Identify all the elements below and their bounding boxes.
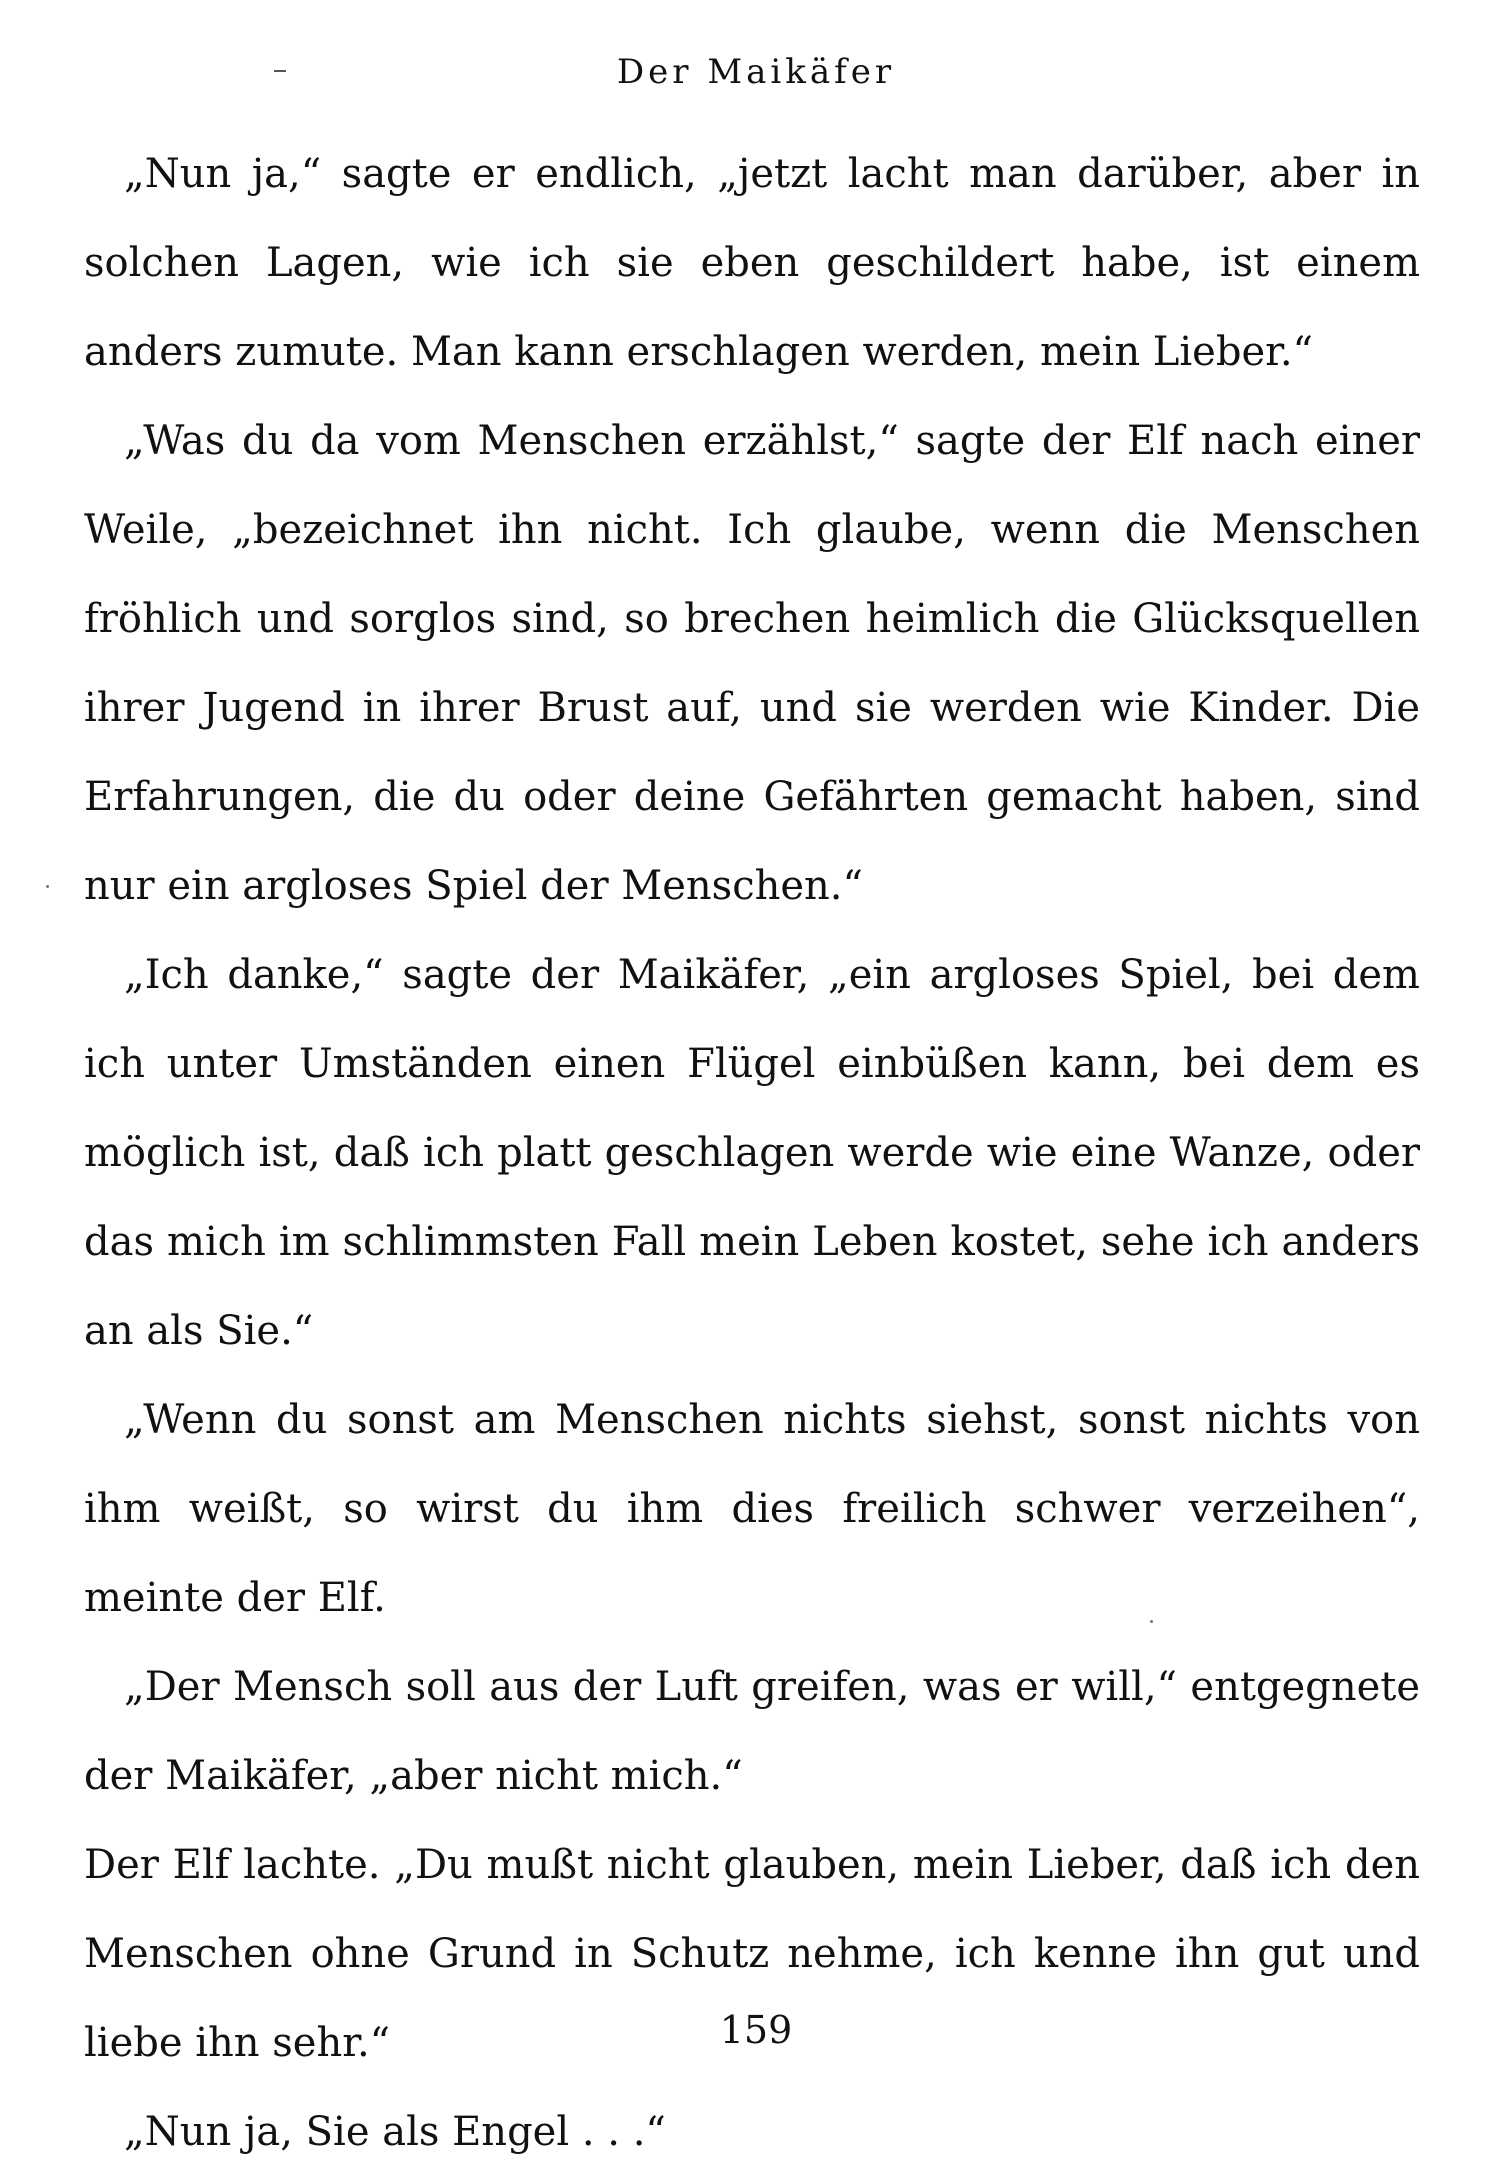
paragraph: Der Elf lachte. „Du mußt nicht glauben, mein Lieber, daß ich den Menschen ohne Grund in Schutz nehme, ich kenne ihn gut und liebe ihn sehr.“ — [84, 1842, 1420, 2066]
scan-speck — [1150, 1620, 1153, 1623]
paragraph: „Nun ja,“ sagte er endlich, „jetzt lacht man darüber, aber in solchen Lagen, wie ich sie eben geschildert habe, ist einem anders zumute. Man kann erschlagen werden, mein Lieber.“ — [84, 151, 1420, 375]
paragraph: „Der Mensch soll aus der Luft greifen, was er will,“ entgegnete der Maikäfer, „aber nicht mich.“ — [84, 1664, 1420, 1799]
paragraph: „Ich danke,“ sagte der Maikäfer, „ein argloses Spiel, bei dem ich unter Umständen einen Flügel einbüßen kann, bei dem es möglich ist, daß ich platt geschlagen werde wie eine Wanze, oder das mich im schlimmsten Fall mein Leben kostet, sehe ich anders an als Sie.“ — [84, 952, 1420, 1354]
paragraph: „Wenn du sonst am Menschen nichts siehst, sonst nichts von ihm weißt, so wirst du ihm dies freilich schwer verzeihen“, meinte der Elf. — [84, 1397, 1420, 1621]
running-head: Der Maikäfer — [616, 52, 896, 92]
page-number: 159 — [719, 2008, 793, 2052]
paragraph: „Was du da vom Menschen erzählst,“ sagte der Elf nach einer Weile, „bezeichnet ihn nicht. Ich glaube, wenn die Menschen fröhlich und sorglos sind, so brechen heimlich die Glücksquellen ihrer Jugend in ihrer Brust auf, und sie werden wie Kinder. Die Erfahrungen, die du oder deine Gefährten gemacht haben, sind nur ein argloses Spiel der Menschen.“ — [84, 418, 1420, 909]
scan-speck — [46, 885, 49, 888]
body-text — [84, 130, 1420, 2177]
paragraph: „Nun ja, Sie als Engel . . .“ — [124, 2109, 666, 2155]
